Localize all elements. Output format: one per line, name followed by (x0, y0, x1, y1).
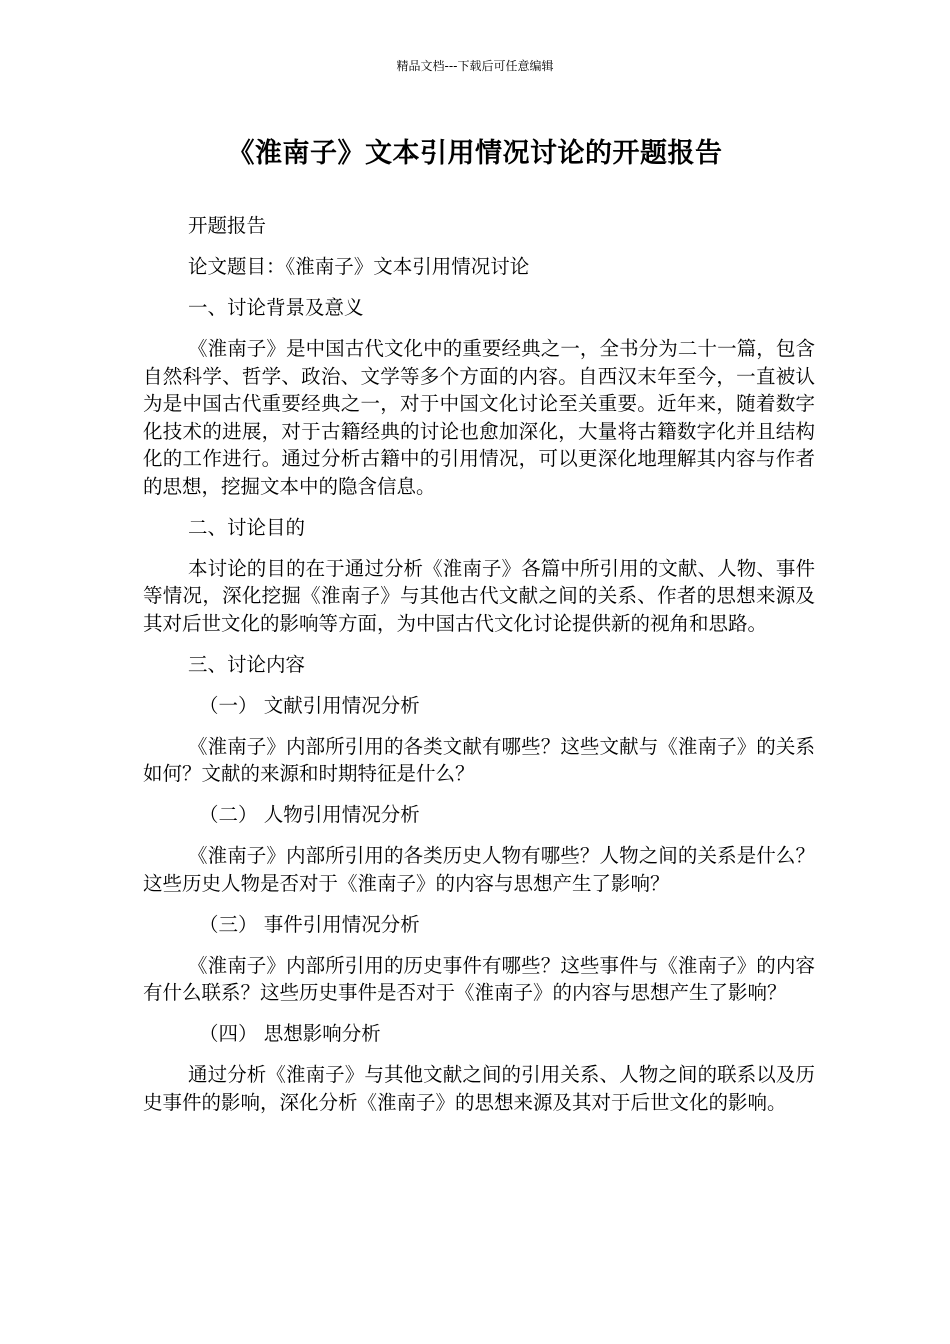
document-body (143, 212, 815, 1130)
subsection-heading-people: （二） 人物引用情况分析 (199, 803, 420, 826)
subsection-paragraph-influence: 通过分析《淮南子》与其他文献之间的引用关系、人物之间的联系以及历史事件的影响，深化分析《淮南子》的思想来源及其对于后世文化的影响。 (143, 1063, 815, 1114)
section-paragraph-background: 《淮南子》是中国古代文化中的重要经典之一，全书分为二十一篇，包含自然科学、哲学、政治、文学等多个方面的内容。自西汉末年至今，一直被认为是中国古代重要经典之一，对于中国文化讨论至关重要。近年来，随着数字化技术的进展，对于古籍经典的讨论也愈加深化，大量将古籍数字化并且结构化的工作进行。通过分析古籍中的引用情况，可以更深化地理解其内容与作者的思想，挖掘文本中的隐含信息。 (143, 337, 815, 498)
report-label: 开题报告 (188, 214, 267, 237)
subsection-paragraph-events: 《淮南子》内部所引用的历史事件有哪些？这些事件与《淮南子》的内容有什么联系？这些历史事件是否对于《淮南子》的内容与思想产生了影响？ (143, 953, 815, 1004)
subsection-heading-events: （三） 事件引用情况分析 (199, 912, 420, 936)
section-heading-purpose: 二、讨论目的 (188, 515, 306, 539)
section-heading-background: 一、讨论背景及意义 (188, 296, 364, 319)
section-paragraph-purpose: 本讨论的目的在于通过分析《淮南子》各篇中所引用的文献、人物、事件等情况，深化挖掘《淮南子》与其他古代文献之间的关系、作者的思想来源及其对后世文化的影响等方面，为中国古代文化讨论提供新的视角和思路。 (143, 556, 815, 635)
section-heading-content: 三、讨论内容 (188, 652, 306, 676)
thesis-title: 论文题目：《淮南子》文本引用情况讨论 (188, 255, 530, 278)
document-title: 《淮南子》文本引用情况讨论的开题报告 (227, 138, 723, 169)
subsection-paragraph-literature: 《淮南子》内部所引用的各类文献有哪些？这些文献与《淮南子》的关系如何？文献的来源和时期特征是什么？ (143, 734, 815, 785)
subsection-heading-influence: （四） 思想影响分析 (199, 1022, 381, 1045)
subsection-heading-literature: （一） 文献引用情况分析 (199, 693, 420, 717)
subsection-paragraph-people: 《淮南子》内部所引用的各类历史人物有哪些？人物之间的关系是什么？这些历史人物是否对于《淮南子》的内容与思想产生了影响？ (143, 844, 815, 895)
header-note: 精品文档---下载后可任意编辑 (396, 59, 554, 73)
